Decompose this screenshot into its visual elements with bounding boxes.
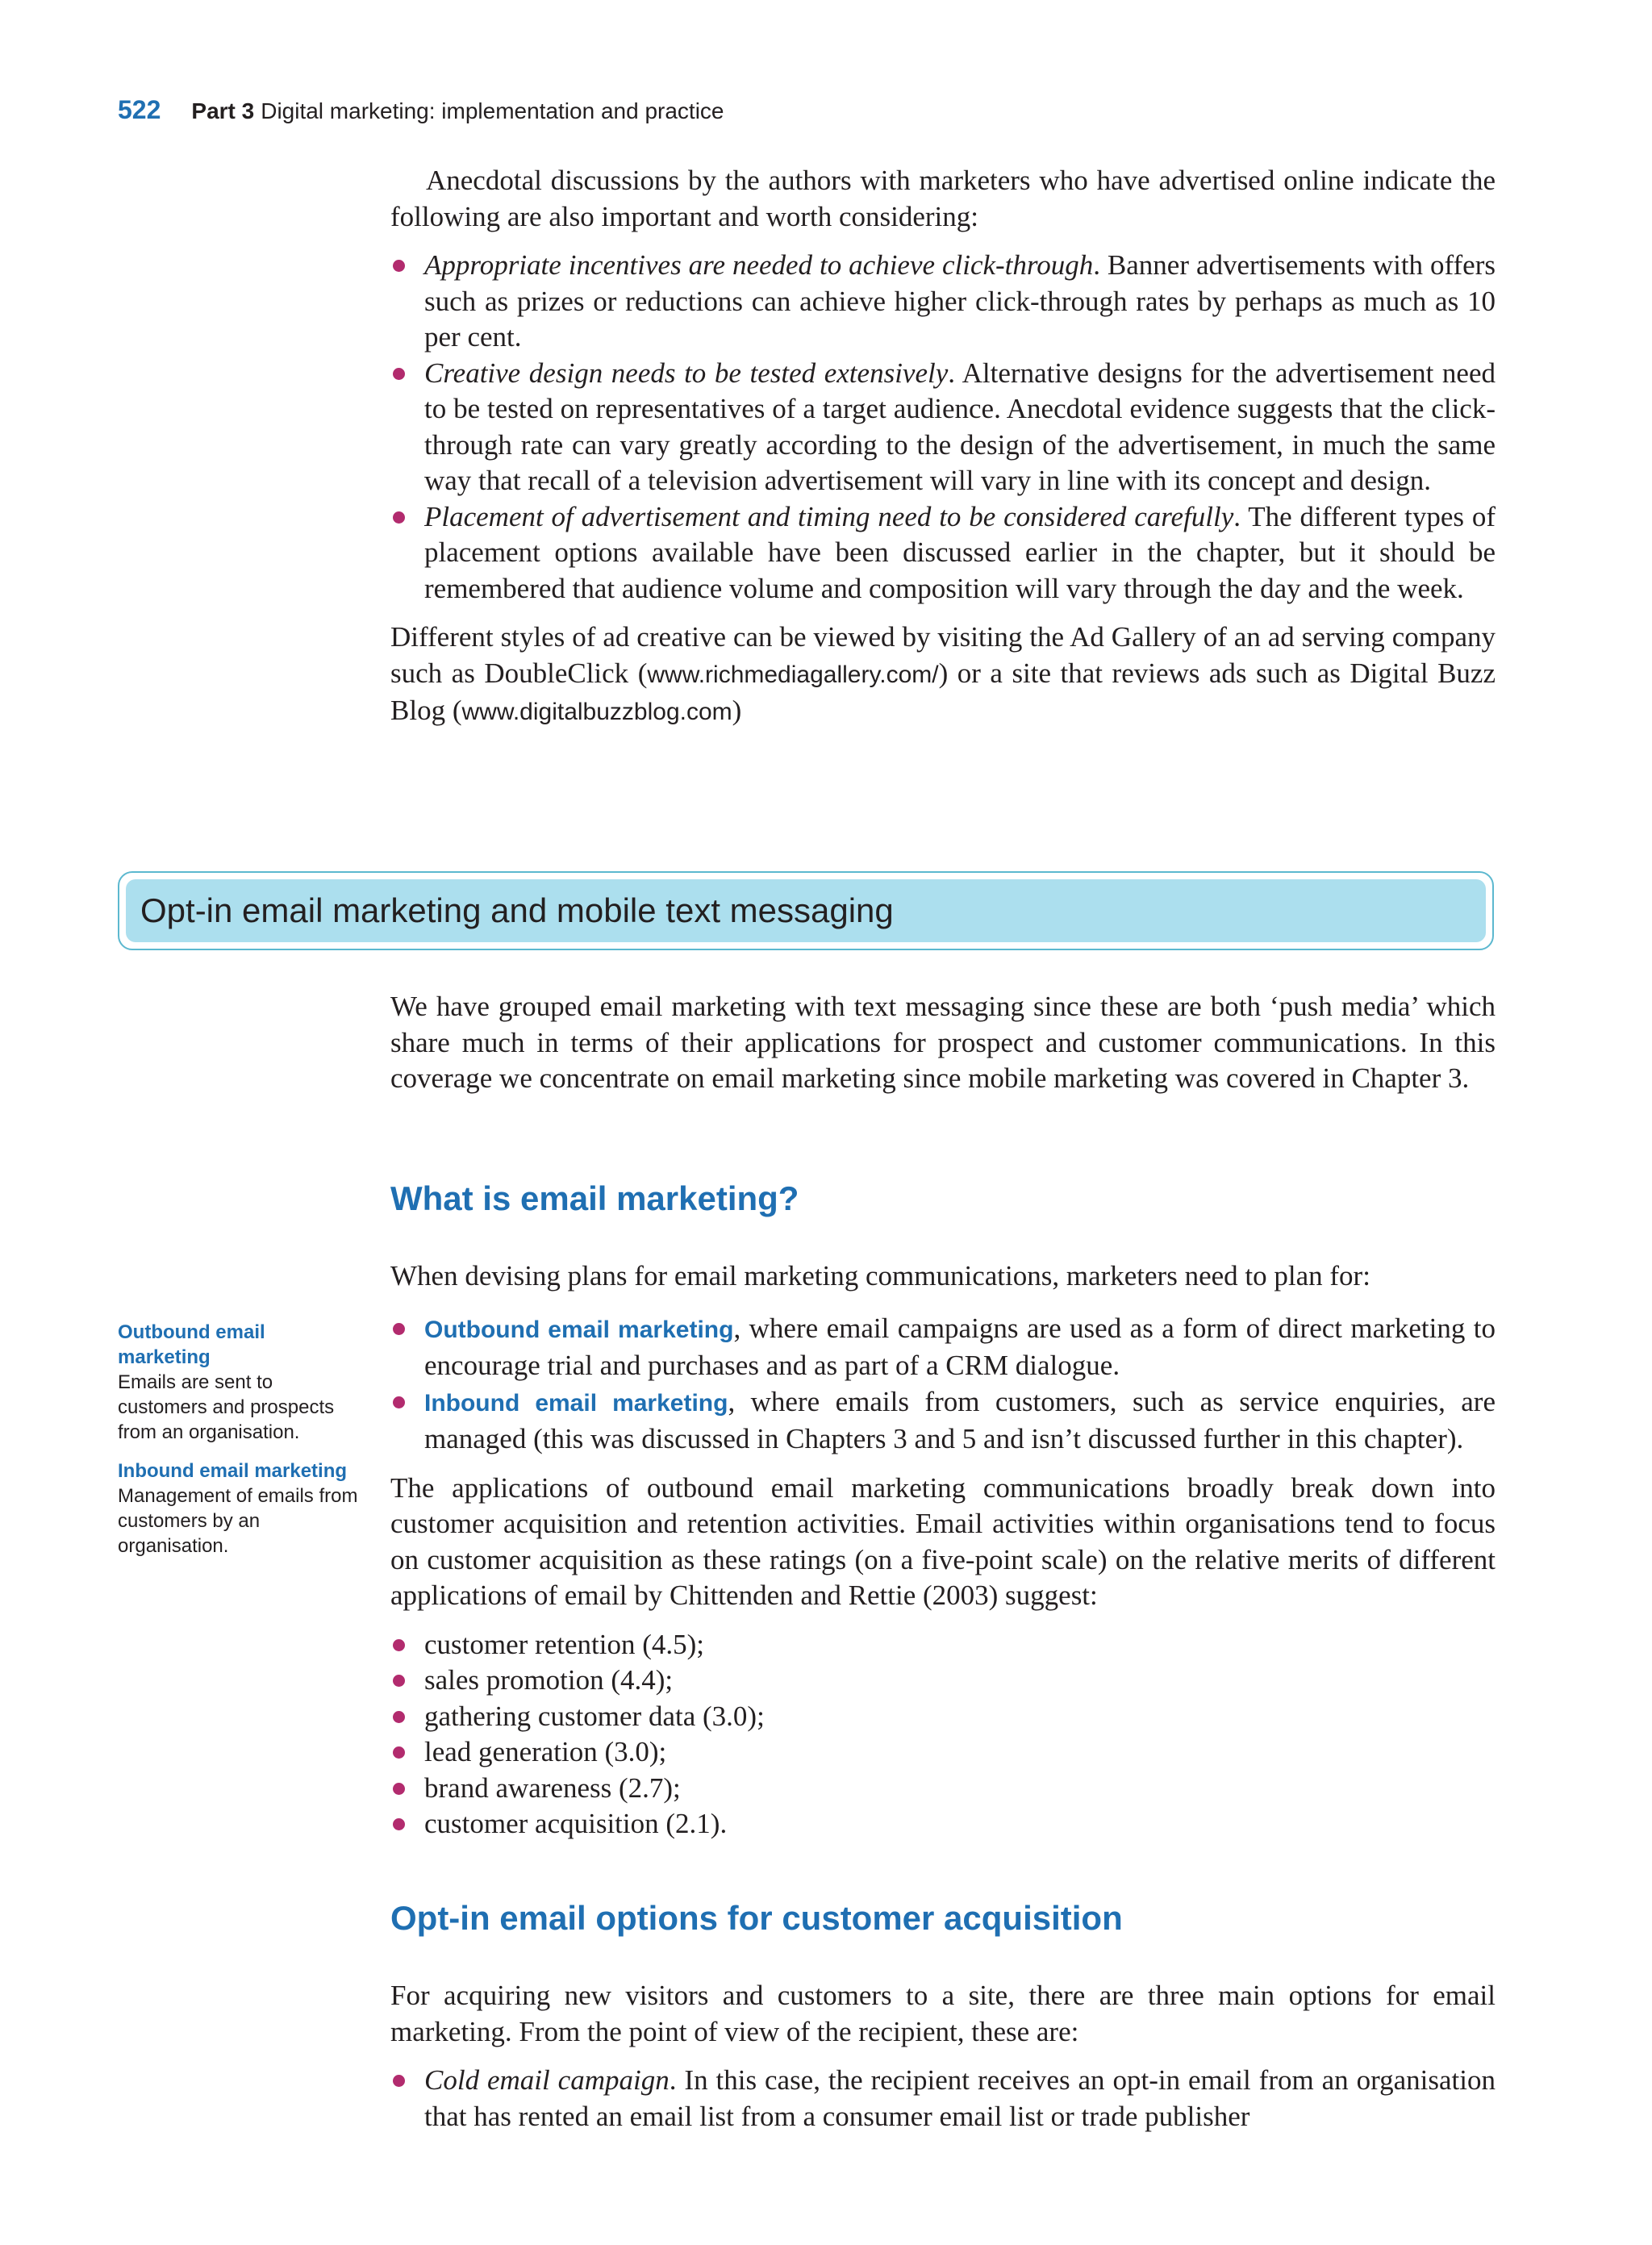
part-title: Digital marketing: implementation and practice	[261, 98, 724, 123]
running-head	[118, 95, 724, 125]
key-term-outbound: Outbound email marketing	[424, 1316, 734, 1343]
what-is-heading-block	[390, 1179, 1496, 1218]
applications-paragraph: The applications of outbound email marketing communications broadly break down into customer acquisition and retention activities. Email activities within organisations tend to focus on customer acquisition as these ratings (on a five-point scale) on the relative merits of different applications of email by Chittenden and Rettie (2003) suggest:	[390, 1471, 1496, 1611]
section-intro-paragraph: We have grouped email marketing with text messaging since these are both ‘push media’ which share much in terms of their applications for prospect and customer communications. In this coverage we concentrate on email marketing since mobile marketing was covered in Chapter 3.	[390, 991, 1496, 1094]
list-item	[390, 248, 1496, 356]
bullet-icon	[393, 1746, 405, 1759]
margin-note-term: Inbound email marketing	[118, 1460, 348, 1482]
bullet-icon	[393, 511, 405, 524]
list-item	[390, 499, 1496, 607]
rating-text: brand awareness (2.7);	[424, 1771, 681, 1804]
margin-note-inbound	[118, 1458, 360, 1559]
bullet-emphasis: Appropriate incentives are needed to achieve click-through	[424, 249, 1094, 281]
list-item	[390, 1806, 1496, 1842]
what-is-heading: What is email marketing?	[390, 1179, 799, 1217]
bullet-icon	[393, 368, 405, 380]
digitalbuzzblog-link[interactable]: www.digitalbuzzblog.com	[461, 699, 732, 725]
optin-block	[390, 1978, 1496, 2134]
list-item	[390, 1771, 1496, 1807]
rating-text: gathering customer data (3.0);	[424, 1700, 765, 1732]
section-title: Opt-in email marketing and mobile text messaging	[140, 891, 894, 929]
gallery-paragraph	[390, 620, 1496, 731]
bullet-icon	[393, 1783, 405, 1795]
list-item	[390, 1384, 1496, 1458]
rating-text: customer retention (4.5);	[424, 1628, 704, 1660]
gallery-text-2: ) or a site that reviews ads such as Digital Buzz Blog (	[390, 657, 1496, 726]
bullet-emphasis: Cold email campaign	[424, 2064, 670, 2096]
key-term-inbound: Inbound email marketing	[424, 1389, 728, 1417]
what-is-block	[390, 1258, 1496, 1842]
bullet-text: , where emails from customers, such as service enquiries, are managed (this was discussed in Chapters 3 and 5 and isn’t discussed further in this chapter).	[424, 1385, 1496, 1454]
bullet-icon	[393, 1323, 405, 1335]
richmediagallery-link[interactable]: www.richmediagallery.com/	[647, 661, 939, 688]
bullet-icon	[393, 1675, 405, 1687]
list-item	[390, 2063, 1496, 2134]
section-intro-block	[390, 989, 1496, 1097]
list-item	[390, 356, 1496, 499]
gallery-text-3: )	[732, 695, 742, 726]
list-item	[390, 1734, 1496, 1771]
part-label: Part 3	[191, 98, 255, 123]
email-type-list	[390, 1311, 1496, 1458]
optin-bullet-list	[390, 2063, 1496, 2134]
bullet-icon	[393, 1711, 405, 1723]
margin-note-definition: Management of emails from customers by an organisation.	[118, 1485, 358, 1557]
bullet-text: . In this case, the recipient receives an opt-in email from an organisation that has rented an email list from a consumer email list or trade publisher	[424, 2064, 1496, 2132]
list-item	[390, 1311, 1496, 1384]
intro-bullet-list	[390, 248, 1496, 607]
bullet-text: . The different types of placement options available have been discussed earlier in the chapter, but it should be remembered that audience volume and composition will vary through the day and the week.	[424, 500, 1496, 604]
intro-paragraph: Anecdotal discussions by the authors with marketers who have advertised online indicate the following are also important and worth considering:	[390, 165, 1496, 232]
bullet-text: , where email campaigns are used as a form of direct marketing to encourage trial and purchases and as part of a CRM dialogue.	[424, 1312, 1496, 1381]
bullet-text: . Alternative designs for the advertisement need to be tested on representatives of a target audience. Anecdotal evidence suggests that the click-through rate can vary greatly according to the design of the advertisement, in much the same way that recall of a television advertisement will vary in line with its concept and design.	[424, 357, 1496, 496]
list-item	[390, 1627, 1496, 1663]
rating-text: sales promotion (4.4);	[424, 1664, 674, 1696]
bullet-emphasis: Placement of advertisement and timing need to be considered carefully	[424, 500, 1234, 532]
optin-heading: Opt-in email options for customer acquisition	[390, 1899, 1123, 1937]
list-item	[390, 1699, 1496, 1735]
bullet-icon	[393, 2075, 405, 2087]
optin-heading-block	[390, 1899, 1496, 1938]
bullet-icon	[393, 1639, 405, 1651]
ratings-list	[390, 1627, 1496, 1842]
bullet-icon	[393, 1818, 405, 1830]
intro-block	[390, 163, 1496, 731]
bullet-icon	[393, 1396, 405, 1408]
bullet-text: . Banner advertisements with offers such as prizes or reductions can achieve higher click-through rates by perhaps as much as 10 per cent.	[424, 249, 1496, 353]
rating-text: lead generation (3.0);	[424, 1736, 667, 1767]
section-banner-fill	[126, 879, 1486, 942]
bullet-emphasis: Creative design needs to be tested extensively	[424, 357, 949, 389]
what-is-lead: When devising plans for email marketing communications, marketers need to plan for:	[390, 1260, 1370, 1292]
page-number: 522	[118, 95, 161, 124]
section-banner	[118, 871, 1494, 950]
margin-note-term: Outbound email marketing	[118, 1321, 265, 1368]
bullet-icon	[393, 260, 405, 272]
margin-note-outbound	[118, 1320, 360, 1445]
optin-lead: For acquiring new visitors and customers to a site, there are three main options for email marketing. From the point of view of the recipient, these are:	[390, 1980, 1496, 2047]
list-item	[390, 1663, 1496, 1699]
gallery-text-1: Different styles of ad creative can be viewed by visiting the Ad Gallery of an ad serving company such as DoubleClick (	[390, 621, 1496, 689]
margin-note-definition: Emails are sent to customers and prospects from an organisation.	[118, 1371, 335, 1443]
rating-text: customer acquisition (2.1).	[424, 1808, 728, 1839]
